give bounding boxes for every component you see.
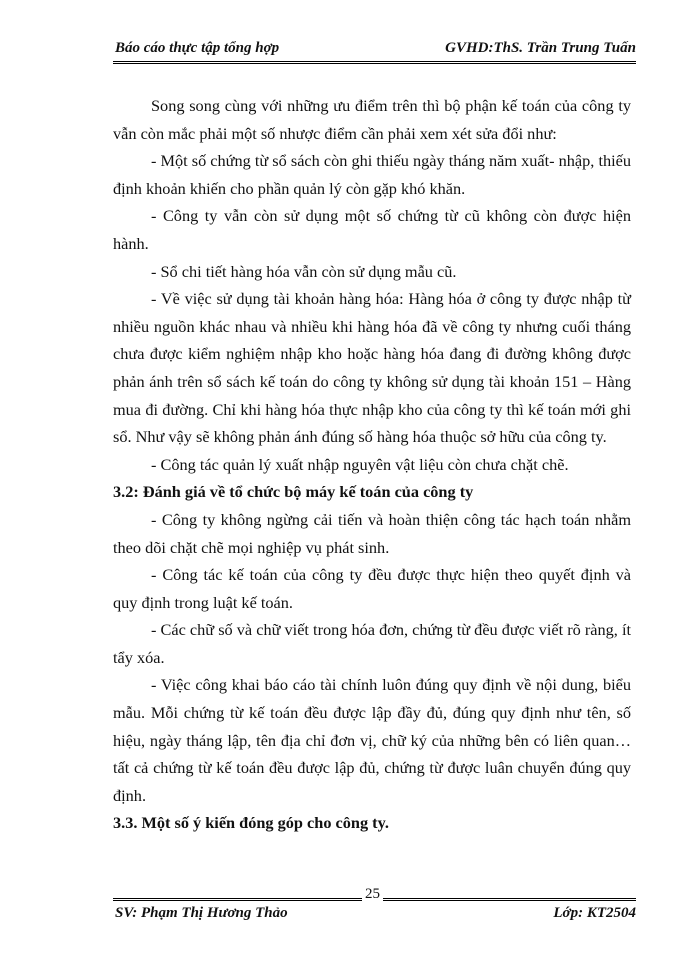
supervisor-name: GVHD:ThS. Trần Trung Tuấn [445, 40, 636, 56]
report-title: Báo cáo thực tập tổng hợp [115, 40, 280, 56]
paragraph: - Một số chứng từ sổ sách còn ghi thiếu ngày tháng năm xuất- nhập, thiếu định khoản khiến cho phần quản lý còn gặp khó khăn. [113, 151, 631, 198]
document-body [113, 92, 631, 837]
student-name: SV: Phạm Thị Hương Thảo [115, 905, 288, 921]
paragraph: - Công tác quản lý xuất nhập nguyên vật liệu còn chưa chặt chẽ. [151, 454, 569, 474]
paragraph: - Công tác kế toán của công ty đều được thực hiện theo quyết định và quy định trong luật kế toán. [113, 565, 631, 612]
page-header [113, 40, 636, 64]
paragraph: - Các chữ số và chữ viết trong hóa đơn, chứng từ đều được viết rõ ràng, ít tẩy xóa. [113, 620, 631, 667]
paragraph: - Công ty không ngừng cải tiến và hoàn thiện công tác hạch toán nhằm theo dõi chặt chẽ mọi nghiệp vụ phát sinh. [113, 509, 631, 557]
paragraph: - Về việc sử dụng tài khoản hàng hóa: Hàng hóa ở công ty được nhập từ nhiều nguồn khác nhau và nhiều khi hàng hóa đã về công ty nhưng cuối tháng chưa được kiểm nghiệm nhập kho hoặc hàng hóa đang đi đường không được phản ánh trên sổ sách kế toán do công ty không sử dụng tài khoản 151 – Hàng mua đi đường. Chỉ khi hàng hóa thực nhập kho của công ty thì kế toán mới ghi sổ. Như vậy sẽ không phản ánh đúng số hàng hóa thuộc sở hữu của công ty. [113, 289, 631, 447]
paragraph: - Việc công khai báo cáo tài chính luôn đúng quy định về nội dung, biểu mẫu. Mỗi chứng từ kế toán đều được lập đầy đủ, đúng quy định như tên, số hiệu, ngày tháng lập, tên địa chỉ đơn vị, chữ ký của những bên có liên quan…tất cả chứng từ kế toán đều được lập đủ, chứng từ được luân chuyển đúng quy định. [113, 675, 631, 805]
page-number: 25 [362, 886, 383, 903]
paragraph: - Công ty vẫn còn sử dụng một số chứng từ cũ không còn được hiện hành. [113, 206, 631, 253]
paragraph: Song song cùng với những ưu điểm trên thì bộ phận kế toán của công ty vẫn còn mắc phải một số nhược điểm cần phải xem xét sửa đổi như: [113, 96, 631, 143]
section-heading-3-2: 3.2: Đánh giá về tổ chức bộ máy kế toán của công ty [113, 482, 474, 502]
paragraph: - Sổ chi tiết hàng hóa vẫn còn sử dụng mẫu cũ. [151, 261, 457, 281]
section-heading-3-3: 3.3. Một số ý kiến đóng góp cho công ty. [113, 813, 389, 833]
class-code: Lớp: KT2504 [553, 905, 636, 921]
